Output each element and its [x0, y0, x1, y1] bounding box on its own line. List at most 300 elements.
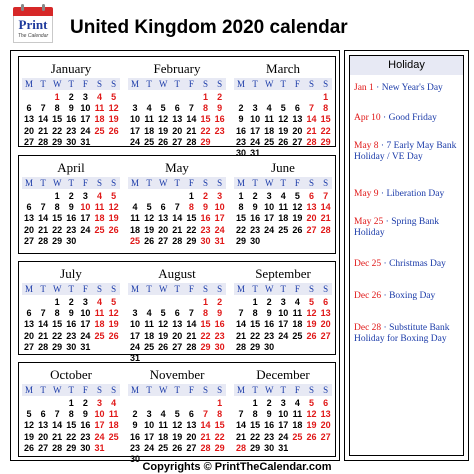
day-cell: 18	[158, 431, 169, 442]
weekday-header: F	[294, 79, 300, 89]
month-name: March	[266, 61, 300, 76]
day-cell: 3	[146, 409, 152, 420]
holiday-date: Dec 28	[354, 323, 382, 333]
day-cell: 17	[129, 125, 140, 136]
day-cell: 10	[129, 319, 140, 330]
day-cell: 7	[308, 103, 314, 114]
month-may	[128, 160, 226, 253]
day-cell: 30	[235, 148, 246, 158]
day-cell: 10	[80, 103, 91, 114]
day-cell: 16	[129, 431, 140, 442]
day-cell: 15	[52, 319, 63, 330]
day-cell: 21	[172, 224, 183, 235]
day-cell: 4	[160, 409, 166, 420]
weekday-header: S	[323, 178, 329, 188]
day-cell: 4	[132, 202, 138, 213]
day-cell: 1	[68, 398, 74, 408]
day-cell: 22	[214, 431, 225, 442]
weekday-header: T	[146, 284, 152, 294]
day-cell: 24	[80, 224, 91, 235]
day-cell: 28	[172, 235, 183, 246]
day-cell: 1	[217, 398, 223, 408]
day-cell: 27	[158, 235, 169, 246]
day-cell: 28	[52, 442, 63, 453]
weekday-header-row	[22, 283, 120, 295]
day-cell: 2	[202, 191, 208, 201]
holiday-name: Spring Bank Holiday	[354, 217, 439, 238]
day-cell: 10	[214, 202, 225, 213]
weekday-header: M	[130, 284, 139, 294]
day-cell: 30	[250, 235, 261, 246]
day-cell: 10	[129, 114, 140, 125]
weekday-header: W	[264, 178, 274, 188]
day-cell: 12	[108, 202, 119, 213]
day-cell: 11	[264, 114, 274, 125]
weekday-header: T	[146, 385, 152, 395]
weekday-header: M	[24, 385, 33, 395]
month-june	[234, 160, 332, 253]
day-cell: 24	[94, 431, 105, 442]
day-cell: 18	[94, 319, 105, 330]
month-december	[234, 367, 332, 456]
day-cell: 16	[66, 213, 77, 224]
day-cell: 30	[264, 341, 275, 352]
day-cell: 18	[292, 420, 303, 431]
day-cell: 10	[278, 308, 289, 319]
day-cell: 13	[23, 114, 34, 125]
day-cell: 20	[23, 125, 34, 136]
day-cell: 13	[23, 319, 34, 330]
month-november	[128, 367, 226, 464]
day-cell: 5	[280, 103, 286, 114]
weekday-header: W	[158, 178, 168, 188]
weekday-header: T	[40, 385, 46, 395]
weekday-header: T	[252, 284, 258, 294]
day-cell: 8	[323, 103, 329, 114]
day-cell: 14	[52, 420, 63, 431]
day-cell: 24	[214, 224, 225, 235]
day-cell: 10	[80, 202, 91, 213]
day-cell: 17	[278, 319, 289, 330]
day-cell: 23	[129, 442, 140, 453]
day-cell: 25	[292, 330, 303, 341]
day-cell: 3	[252, 103, 258, 114]
holiday-item	[354, 217, 462, 239]
day-cell: 26	[108, 224, 119, 235]
day-cell: 24	[129, 136, 140, 147]
weekday-header: F	[294, 284, 300, 294]
day-cell: 15	[52, 114, 63, 125]
day-cell: 1	[54, 191, 60, 201]
day-cell: 7	[238, 308, 244, 319]
weekday-header: W	[158, 284, 168, 294]
weekday-header: S	[111, 284, 117, 294]
day-cell: 15	[214, 420, 225, 431]
day-cell: 11	[144, 319, 154, 330]
day-cell: 27	[23, 235, 34, 246]
weekday-header: W	[52, 385, 62, 395]
month-april	[22, 160, 120, 253]
day-cell: 2	[238, 103, 244, 114]
day-cell: 28	[38, 235, 49, 246]
day-cell: 10	[264, 202, 275, 213]
day-cell: 19	[158, 330, 169, 341]
day-cell: 11	[94, 308, 105, 319]
day-cell: 5	[160, 103, 166, 114]
day-cell: 1	[188, 191, 194, 201]
weekday-header: S	[323, 385, 329, 395]
day-cell: 28	[200, 442, 211, 453]
weekday-header: M	[24, 284, 33, 294]
day-cell: 31	[80, 341, 91, 352]
day-cell: 12	[292, 202, 303, 213]
day-cell: 18	[129, 224, 140, 235]
day-cell: 13	[186, 420, 197, 431]
day-cell: 29	[52, 136, 63, 147]
day-cell: 3	[280, 398, 286, 408]
day-cell: 15	[52, 213, 63, 224]
day-cell: 11	[292, 308, 303, 319]
day-cell: 20	[306, 213, 317, 224]
day-cell: 15	[250, 319, 261, 330]
day-cell: 10	[144, 420, 155, 431]
weekday-header: F	[82, 385, 88, 395]
day-cell: 21	[200, 431, 211, 442]
day-cell: 16	[66, 114, 77, 125]
day-cell: 17	[264, 213, 275, 224]
day-cell: 17	[129, 330, 140, 341]
day-cell: 26	[158, 136, 169, 147]
weekday-header: T	[174, 79, 181, 89]
day-cell: 22	[320, 125, 331, 136]
day-cell: 6	[323, 398, 329, 408]
month-name: December	[256, 367, 310, 382]
holiday-name: Boxing Day	[389, 291, 436, 301]
day-cell: 28	[235, 442, 246, 453]
day-cell: 31	[214, 235, 225, 246]
weekday-header: F	[294, 385, 300, 395]
day-cell: 24	[264, 224, 275, 235]
day-cell: 3	[82, 297, 88, 307]
day-cell: 18	[278, 213, 289, 224]
day-cell: 26	[306, 431, 317, 442]
day-cell: 29	[52, 235, 63, 246]
day-cell: 1	[202, 297, 208, 307]
day-cell: 18	[292, 319, 303, 330]
day-cell: 1	[252, 297, 258, 307]
weekday-header: S	[96, 385, 102, 395]
day-cell: 20	[320, 420, 331, 431]
month-name: July	[60, 266, 82, 281]
day-cell: 13	[320, 308, 331, 319]
day-cell: 29	[235, 235, 246, 246]
day-cell: 8	[68, 409, 74, 420]
day-cell: 29	[200, 136, 211, 147]
day-cell: 21	[235, 431, 246, 442]
day-cell: 26	[144, 235, 155, 246]
holiday-name: Christmas Day	[389, 259, 446, 269]
day-cell: 14	[186, 114, 197, 125]
day-cell: 2	[217, 297, 223, 307]
day-cell: 21	[38, 125, 49, 136]
weekday-header: W	[264, 79, 274, 89]
holiday-date: Dec 25	[354, 259, 382, 269]
day-cell: 16	[66, 319, 77, 330]
day-cell: 12	[306, 308, 317, 319]
day-cell: 9	[68, 103, 74, 114]
day-cell: 17	[94, 420, 105, 431]
day-cell: 24	[278, 431, 289, 442]
day-cell: 17	[144, 431, 155, 442]
day-cell: 12	[108, 103, 119, 114]
weekday-header: T	[174, 284, 181, 294]
day-cell: 30	[80, 442, 91, 453]
weekday-header: M	[236, 178, 245, 188]
day-cell: 13	[292, 114, 303, 125]
day-cell: 6	[294, 103, 300, 114]
day-cell: 22	[200, 330, 211, 341]
month-name: May	[165, 160, 189, 175]
day-cell: 23	[214, 125, 225, 136]
day-cell: 9	[217, 103, 223, 114]
day-cell: 9	[266, 409, 272, 420]
day-cell: 5	[111, 297, 117, 307]
day-cell: 4	[294, 398, 300, 408]
day-cell: 23	[264, 330, 275, 341]
day-cell: 5	[160, 308, 166, 319]
logo-ring-icon	[21, 4, 24, 11]
day-cell: 1	[54, 92, 60, 102]
day-cell: 13	[23, 213, 34, 224]
day-cell: 30	[214, 341, 225, 352]
day-cell: 29	[250, 341, 261, 352]
weekday-header: T	[68, 178, 75, 188]
weekday-header: M	[130, 178, 139, 188]
day-cell: 23	[214, 330, 225, 341]
day-cell: 6	[174, 308, 180, 319]
day-cell: 27	[23, 341, 34, 352]
day-cell: 5	[26, 409, 32, 420]
weekday-header: T	[280, 385, 287, 395]
weekday-header: S	[323, 79, 329, 89]
day-cell: 16	[264, 420, 275, 431]
day-cell: 2	[266, 398, 272, 408]
day-cell: 26	[108, 330, 119, 341]
weekday-header: T	[146, 79, 152, 89]
day-cell: 12	[144, 213, 155, 224]
day-cell: 2	[132, 409, 138, 420]
day-cell: 4	[96, 297, 102, 307]
day-cell: 12	[278, 114, 289, 125]
day-cell: 28	[235, 341, 246, 352]
day-cell: 22	[52, 125, 63, 136]
day-cell: 26	[108, 125, 119, 136]
day-cell: 11	[292, 409, 303, 420]
weekday-header-row	[128, 384, 226, 396]
day-cell: 11	[108, 409, 119, 420]
holiday-item	[354, 141, 462, 163]
day-cell: 5	[146, 202, 152, 213]
weekday-header: T	[280, 79, 287, 89]
day-cell: 4	[96, 92, 102, 102]
day-cell: 9	[68, 202, 74, 213]
day-cell: 14	[172, 213, 183, 224]
day-cell: 29	[66, 442, 77, 453]
day-cell: 28	[320, 224, 331, 235]
day-cell: 22	[66, 431, 77, 442]
day-cell: 4	[280, 191, 286, 201]
day-cell: 5	[111, 191, 117, 201]
day-cell: 11	[94, 202, 105, 213]
day-cell: 21	[38, 330, 49, 341]
day-cell: 31	[80, 136, 91, 147]
day-cell: 31	[250, 148, 261, 158]
month-name: February	[153, 61, 201, 76]
day-cell: 13	[158, 213, 169, 224]
day-cell: 20	[158, 224, 169, 235]
day-cell: 26	[278, 136, 289, 147]
day-cell: 25	[292, 431, 303, 442]
day-cell: 5	[308, 398, 314, 408]
day-cell: 18	[108, 420, 119, 431]
month-february	[128, 61, 226, 146]
day-cell: 29	[186, 235, 197, 246]
day-cell: 16	[200, 213, 211, 224]
weekday-header: S	[217, 178, 223, 188]
day-cell: 3	[82, 191, 88, 201]
weekday-header-row	[234, 283, 332, 295]
day-cell: 2	[252, 191, 258, 201]
holiday-separator: ·	[373, 83, 382, 93]
day-cell: 4	[294, 297, 300, 307]
day-cell: 25	[144, 136, 155, 147]
weekday-header: S	[96, 79, 102, 89]
weekday-header: S	[323, 284, 329, 294]
day-cell: 30	[264, 442, 275, 453]
month-august	[128, 266, 226, 363]
holiday-name: New Year's Day	[381, 83, 443, 93]
day-cell: 25	[278, 224, 289, 235]
day-cell: 24	[144, 442, 155, 453]
day-cell: 23	[80, 431, 91, 442]
day-cell: 21	[235, 330, 246, 341]
day-cell: 20	[186, 431, 197, 442]
day-cell: 1	[323, 92, 329, 102]
weekday-header: T	[174, 385, 181, 395]
day-cell: 8	[202, 308, 208, 319]
weekday-header: M	[24, 79, 33, 89]
day-cell: 31	[94, 442, 105, 453]
weekday-header: T	[252, 79, 258, 89]
day-cell: 19	[144, 224, 155, 235]
month-july	[22, 266, 120, 354]
day-cell: 17	[80, 213, 91, 224]
day-cell: 29	[52, 341, 63, 352]
month-name: September	[255, 266, 311, 281]
weekday-header: S	[217, 385, 223, 395]
day-cell: 6	[26, 308, 32, 319]
weekday-header-row	[128, 283, 226, 295]
day-cell: 19	[158, 125, 169, 136]
day-cell: 19	[108, 114, 119, 125]
day-cell: 9	[202, 202, 208, 213]
weekday-header: W	[52, 178, 62, 188]
day-cell: 17	[214, 213, 225, 224]
day-cell: 29	[250, 442, 261, 453]
day-cell: 20	[172, 330, 183, 341]
day-cell: 8	[188, 202, 194, 213]
day-cell: 6	[26, 103, 32, 114]
holiday-panel	[344, 50, 469, 461]
day-cell: 4	[96, 191, 102, 201]
weekday-header: T	[280, 178, 287, 188]
day-cell: 2	[266, 297, 272, 307]
day-cell: 4	[146, 308, 152, 319]
weekday-header-row	[128, 78, 226, 90]
day-cell: 6	[323, 297, 329, 307]
weekday-header-row	[128, 177, 226, 189]
day-cell: 6	[160, 202, 166, 213]
weekday-header-row	[22, 177, 120, 189]
day-cell: 18	[264, 125, 275, 136]
day-cell: 7	[54, 409, 60, 420]
day-cell: 17	[250, 125, 261, 136]
day-cell: 25	[144, 341, 155, 352]
weekday-header: S	[111, 385, 117, 395]
weekday-header: W	[158, 79, 168, 89]
day-cell: 30	[66, 341, 77, 352]
day-cell: 7	[188, 103, 194, 114]
holiday-item	[354, 189, 462, 200]
weekday-header: S	[308, 284, 314, 294]
weekday-header: T	[252, 385, 258, 395]
day-cell: 14	[200, 420, 211, 431]
day-cell: 12	[158, 319, 169, 330]
month-name: August	[158, 266, 196, 281]
weekday-header: T	[68, 385, 75, 395]
day-cell: 1	[252, 398, 258, 408]
day-cell: 16	[214, 319, 225, 330]
weekday-header: S	[96, 178, 102, 188]
weekday-header: M	[236, 79, 245, 89]
weekday-header-row	[234, 78, 332, 90]
weekday-header: S	[202, 284, 208, 294]
weekday-header-row	[22, 78, 120, 90]
weekday-header: M	[236, 284, 245, 294]
holiday-separator: ·	[383, 217, 392, 227]
day-cell: 7	[323, 191, 329, 201]
day-cell: 24	[250, 136, 261, 147]
day-cell: 8	[54, 103, 60, 114]
weekday-header: S	[217, 284, 223, 294]
holiday-date: Jan 1	[354, 83, 374, 93]
day-cell: 27	[320, 431, 331, 442]
day-cell: 28	[186, 341, 197, 352]
month-name: January	[50, 61, 92, 76]
day-cell: 26	[292, 224, 303, 235]
day-cell: 15	[66, 420, 77, 431]
weekday-header: M	[24, 178, 33, 188]
holiday-name: Substitute Bank Holiday for Boxing Day	[354, 323, 450, 344]
weekday-header: M	[130, 385, 139, 395]
day-cell: 26	[158, 341, 169, 352]
day-cell: 22	[52, 330, 63, 341]
day-cell: 25	[108, 431, 119, 442]
day-cell: 9	[132, 420, 138, 431]
day-cell: 7	[174, 202, 180, 213]
day-cell: 27	[23, 136, 34, 147]
day-cell: 27	[306, 224, 317, 235]
